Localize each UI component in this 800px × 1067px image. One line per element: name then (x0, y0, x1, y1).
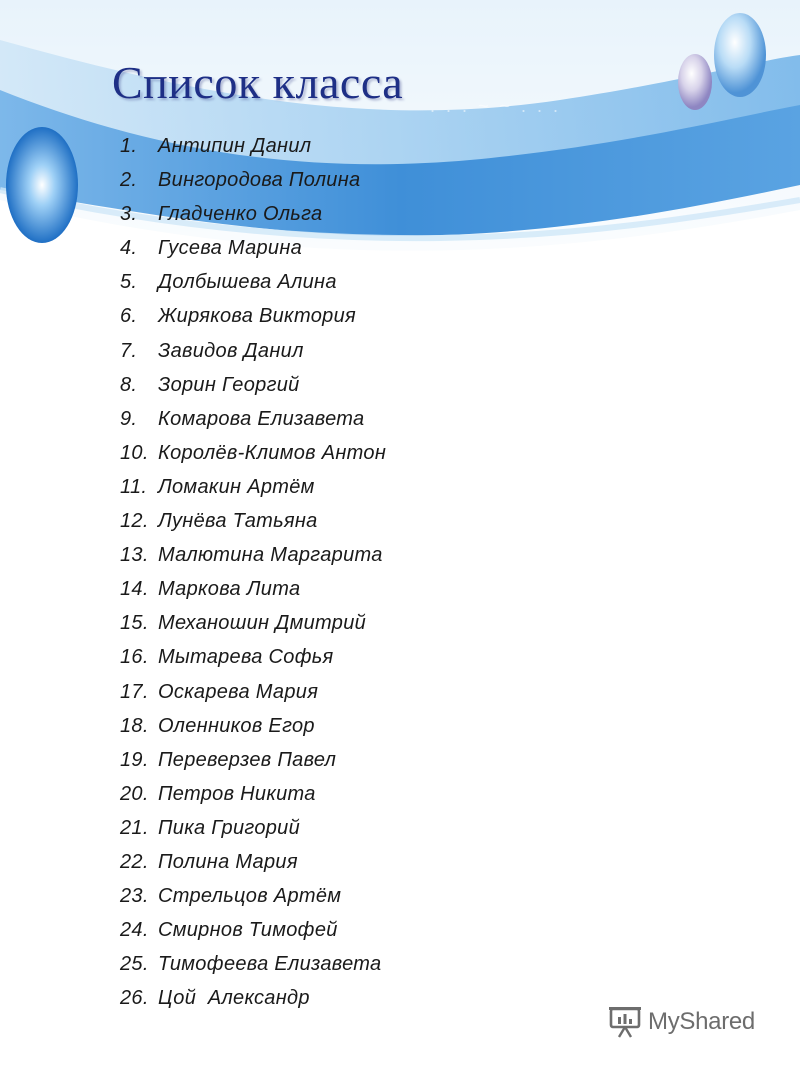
student-number: 20. (120, 782, 149, 805)
student-name: Мытарева Софья (158, 646, 334, 669)
student-number: 26. (120, 987, 149, 1010)
student-name: Механошин Дмитрий (158, 612, 367, 635)
student-number: 25. (120, 953, 149, 976)
student-list-item (120, 947, 386, 981)
student-number: 9. (120, 407, 138, 430)
student-list-item (120, 606, 386, 640)
svg-text:. . . ~ ~ . . .: . . . ~ ~ . . . (430, 96, 562, 116)
student-name: Антипин Данил (158, 135, 312, 157)
student-list (120, 129, 386, 1015)
student-number: 2. (120, 169, 138, 192)
student-number: 5. (120, 271, 138, 294)
student-number: 23. (120, 885, 149, 908)
student-name: Тимофеева Елизавета (158, 953, 382, 976)
student-number: 12. (120, 510, 149, 533)
student-number: 19. (120, 748, 149, 771)
student-name: Стрельцов Артём (158, 885, 342, 908)
student-number: 3. (120, 203, 138, 226)
student-name: Долбышева Алина (158, 271, 337, 294)
student-list-item (120, 913, 386, 947)
student-list-item (120, 538, 386, 572)
student-number: 15. (120, 612, 149, 635)
student-list-item (120, 845, 386, 879)
student-list-item (120, 129, 386, 163)
student-name: Смирнов Тимофей (158, 919, 338, 942)
student-number: 10. (120, 441, 149, 464)
student-list-item (120, 334, 386, 368)
student-list-item (120, 231, 386, 265)
student-list-item (120, 743, 386, 777)
student-number: 8. (120, 373, 138, 396)
student-name: Цой Александр (158, 987, 310, 1010)
student-list-item (120, 504, 386, 538)
student-list-item (120, 675, 386, 709)
student-number: 21. (120, 816, 149, 839)
student-number: 22. (120, 850, 149, 873)
watermark-text: MyShared (648, 1008, 755, 1035)
student-name: Оскарева Мария (158, 680, 319, 703)
presentation-board-icon (608, 1006, 642, 1038)
student-number: 13. (120, 544, 149, 567)
student-list-item (120, 299, 386, 333)
student-name: Комарова Елизавета (158, 407, 365, 430)
student-list-item (120, 402, 386, 436)
student-name: Пика Григорий (158, 816, 301, 839)
student-number: 16. (120, 646, 149, 669)
student-name: Завидов Данил (158, 339, 304, 362)
student-number: 4. (120, 237, 138, 260)
student-list-item (120, 640, 386, 674)
student-name: Малютина Маргарита (158, 544, 383, 567)
student-number: 14. (120, 578, 149, 601)
student-name: Петров Никита (158, 782, 316, 805)
student-number: 17. (120, 680, 149, 703)
student-list-item (120, 470, 386, 504)
student-name: Гусева Марина (158, 237, 303, 260)
slide-title: Список класса (112, 57, 404, 108)
student-list-item (120, 368, 386, 402)
student-list-item (120, 709, 386, 743)
student-name: Лунёва Татьяна (158, 510, 318, 533)
student-list-item (120, 981, 386, 1015)
student-name: Маркова Лита (158, 578, 301, 601)
student-number: 11. (120, 475, 148, 498)
student-name: Жирякова Виктория (158, 305, 357, 328)
student-name: Зорин Георгий (158, 373, 300, 396)
student-name: Королёв-Климов Антон (158, 441, 387, 464)
student-list-item (120, 163, 386, 197)
student-name: Ломакин Артём (158, 475, 315, 498)
student-list-item (120, 879, 386, 913)
student-list-item (120, 811, 386, 845)
student-list-item (120, 777, 386, 811)
student-name: Полина Мария (158, 850, 298, 873)
student-number: 1. (120, 135, 138, 157)
student-number: 6. (120, 305, 138, 328)
student-name: Гладченко Ольга (158, 203, 323, 226)
watermark (608, 1004, 755, 1040)
student-list-item (120, 265, 386, 299)
student-number: 18. (120, 714, 149, 737)
student-name: Оленников Егор (158, 714, 315, 737)
student-name: Вингородова Полина (158, 169, 361, 192)
student-number: 7. (120, 339, 138, 362)
student-list-item (120, 197, 386, 231)
student-number: 24. (120, 919, 149, 942)
student-list-item (120, 572, 386, 606)
student-name: Переверзев Павел (158, 748, 337, 771)
student-list-item (120, 436, 386, 470)
